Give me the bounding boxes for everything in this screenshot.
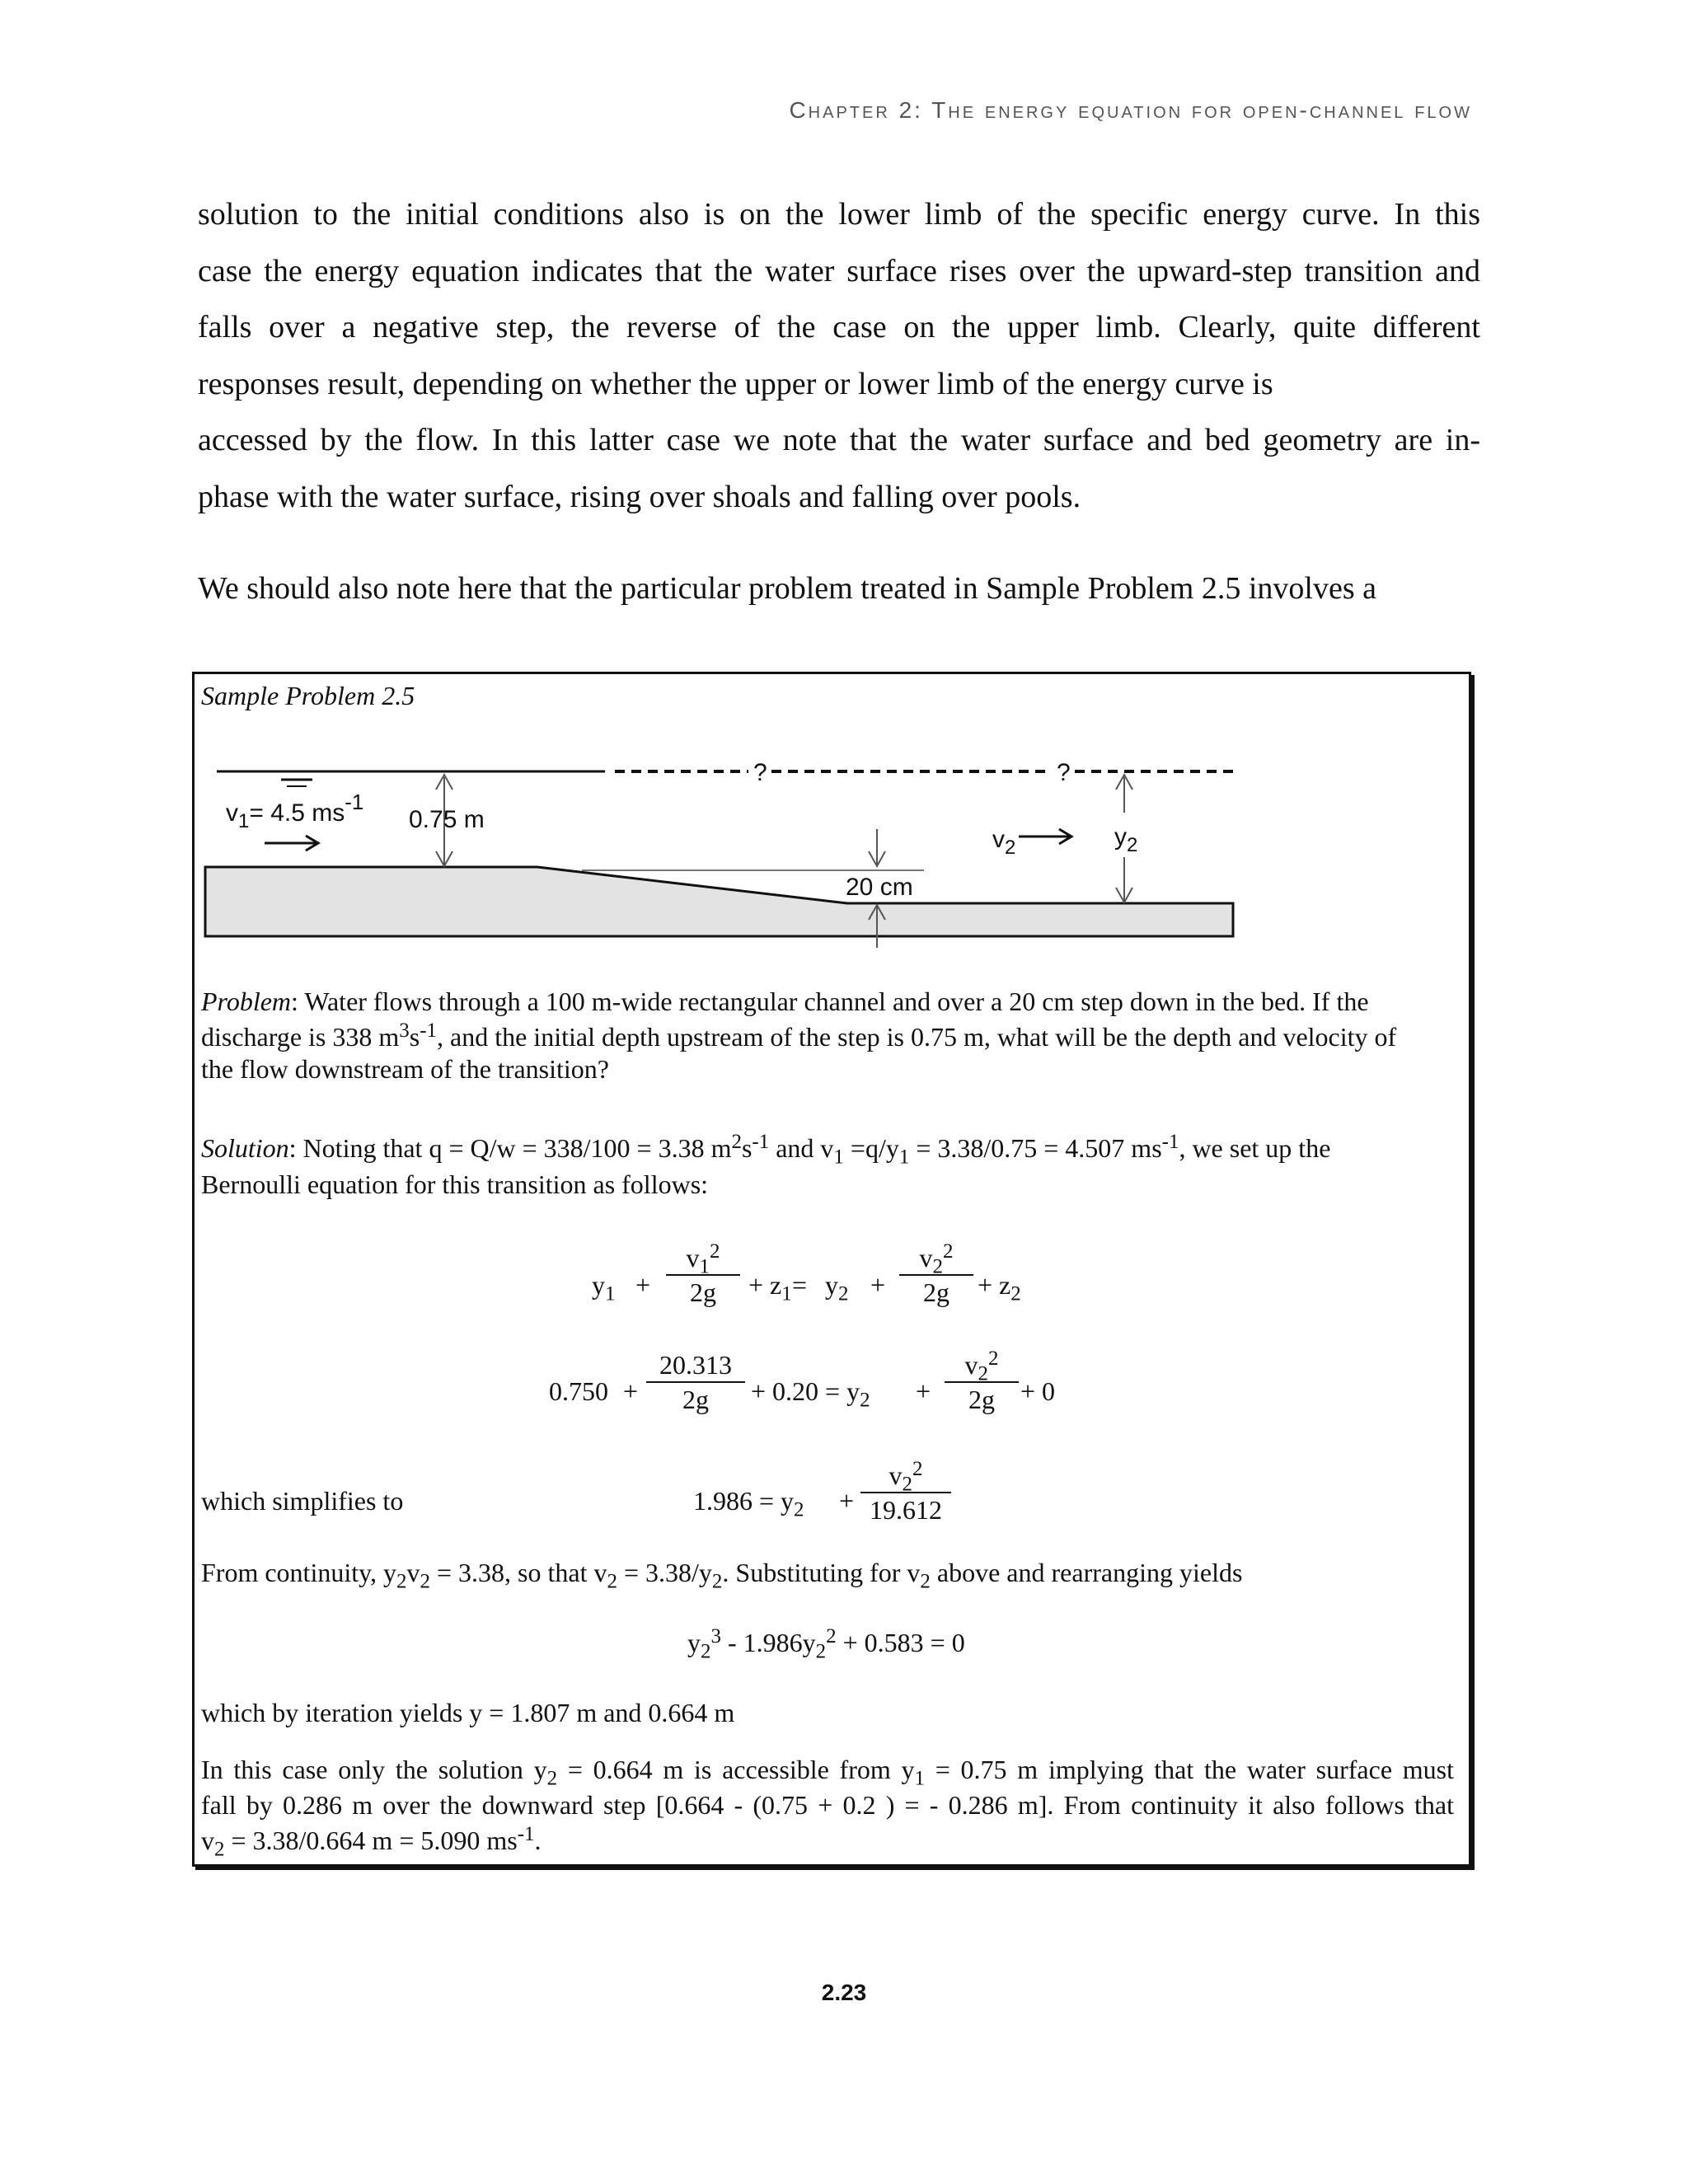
paragraph-next [198, 560, 1480, 617]
continuity-line: From continuity, $y_2v_2 = 3.38$, so that $v_2 = 3.38/y_2$. Substituting for $v_2$ above and rearranging yields [201, 1558, 1243, 1593]
depth-label: 0.75 m [409, 806, 485, 833]
final-line-3: $v_2 = 3.38/0.664$ m = 5.090 $ms^{-1}$. [201, 1822, 542, 1861]
simplifies-label: which simplifies to [201, 1486, 404, 1516]
final-line-2: fall by 0.286 m over the downward step [0.664 - (0.75 + 0.2 ) = - 0.286 m]. From continuity it also follows that [201, 1790, 1454, 1820]
eq1-plus: + [635, 1270, 651, 1300]
channel-step-diagram [195, 674, 1469, 987]
eq1-y1: $y_1$ [592, 1270, 616, 1305]
problem-line-3: the flow downstream of the transition? [201, 1054, 609, 1084]
eq2-mid: + $0.20 = y_2$ [751, 1376, 870, 1412]
text-line: solution to the initial conditions also is on the lower limb of the specific energy curve. In this [198, 197, 1480, 232]
eq1-equals: = [792, 1270, 808, 1300]
paragraph-continued [198, 186, 1480, 525]
solution-line-2: Bernoulli equation for this transition as follows: [201, 1169, 709, 1199]
eq3-fraction: $\frac{v_2^2}{19.612}$ [860, 1459, 951, 1526]
upstream-velocity-label: $v_1= 4.5$ ms-1 [226, 790, 364, 832]
eq2-plus: + [623, 1376, 639, 1406]
eq1-z2: + $z_2$ [978, 1270, 1021, 1305]
iteration-line: which by iteration yields y = 1.807 m and 0.664 m [201, 1698, 735, 1727]
eq1-fraction-v2: $\frac{v_2^2}{2g}$ [899, 1241, 973, 1309]
text-line: falls over a negative step, the reverse of the case on the upper limb. Clearly, quite different [198, 310, 1480, 344]
eq2-lhs: 0.750 [549, 1376, 608, 1406]
sample-problem-title: Sample Problem 2.5 [201, 681, 415, 710]
final-line-1: In this case only the solution $y_2 = 0.664$ m is accessible from $y_1 = 0.75$ m implying that the water surface must [201, 1755, 1455, 1790]
text-line: We should also note here that the particular problem treated in Sample Problem 2.5 involves a [198, 571, 1376, 606]
eq3-plus: + [839, 1486, 855, 1516]
problem-line-2: discharge is 338 $m^3s^{-1}$, and the initial depth upstream of the step is 0.75 m, what will be the depth and velocity of [201, 1019, 1397, 1052]
text-line: phase with the water surface, rising over shoals and falling over pools. [198, 479, 1081, 514]
step-label: 20 cm [846, 874, 913, 901]
unknown-mark-1: ? [753, 759, 767, 786]
solution-line-1: Solution: Noting that q = Q/w = 338/100 = 3.38 $m^2s^{-1}$ and $v_1 =q/y_1 = 3.38/0.75 = 4.507$ $ms^{-1}$, we set up the [201, 1130, 1331, 1169]
running-header: Chapter 2: The energy equation for open-channel flow [789, 97, 1472, 123]
eq1-y2: $y_2$ [825, 1270, 849, 1305]
eq1-plus: + [870, 1270, 886, 1300]
eq2-end: + 0 [1020, 1376, 1056, 1406]
eq2-plus: + [916, 1376, 931, 1406]
text-line: responses result, depending on whether the upper or lower limb of the energy curve is [198, 366, 1273, 401]
eq2-fraction: $\frac{20.313}{2g}$ [646, 1348, 745, 1416]
text-line: case the energy equation indicates that the water surface rises over the upward-step transition and [198, 253, 1480, 288]
channel-bed [205, 867, 1233, 936]
page-number: 2.23 [821, 1980, 867, 2005]
downstream-velocity-label: $v_2$ [992, 826, 1016, 859]
unknown-mark-2: ? [1057, 759, 1071, 786]
eq3-lhs: $1.986 = y_2$ [693, 1486, 804, 1521]
eq1-z1: + $z_1$ [748, 1270, 792, 1305]
cubic-equation: $y_2^3 - 1.986y_2^2 + 0.583 = 0$ [687, 1624, 965, 1663]
problem-line-1: Problem: Water flows through a 100 m-wide rectangular channel and over a 20 cm step down in the bed. If the [201, 987, 1369, 1016]
downstream-depth-label: $y_2$ [1114, 823, 1138, 856]
eq1-fraction-v1: $\frac{v_1^2}{2g}$ [666, 1241, 740, 1309]
eq2-fraction-v2: $\frac{v_2^2}{2g}$ [945, 1348, 1019, 1416]
sample-problem-box [192, 672, 1471, 1867]
text-line: accessed by the flow. In this latter case we note that the water surface and bed geometry are in- [198, 423, 1480, 457]
